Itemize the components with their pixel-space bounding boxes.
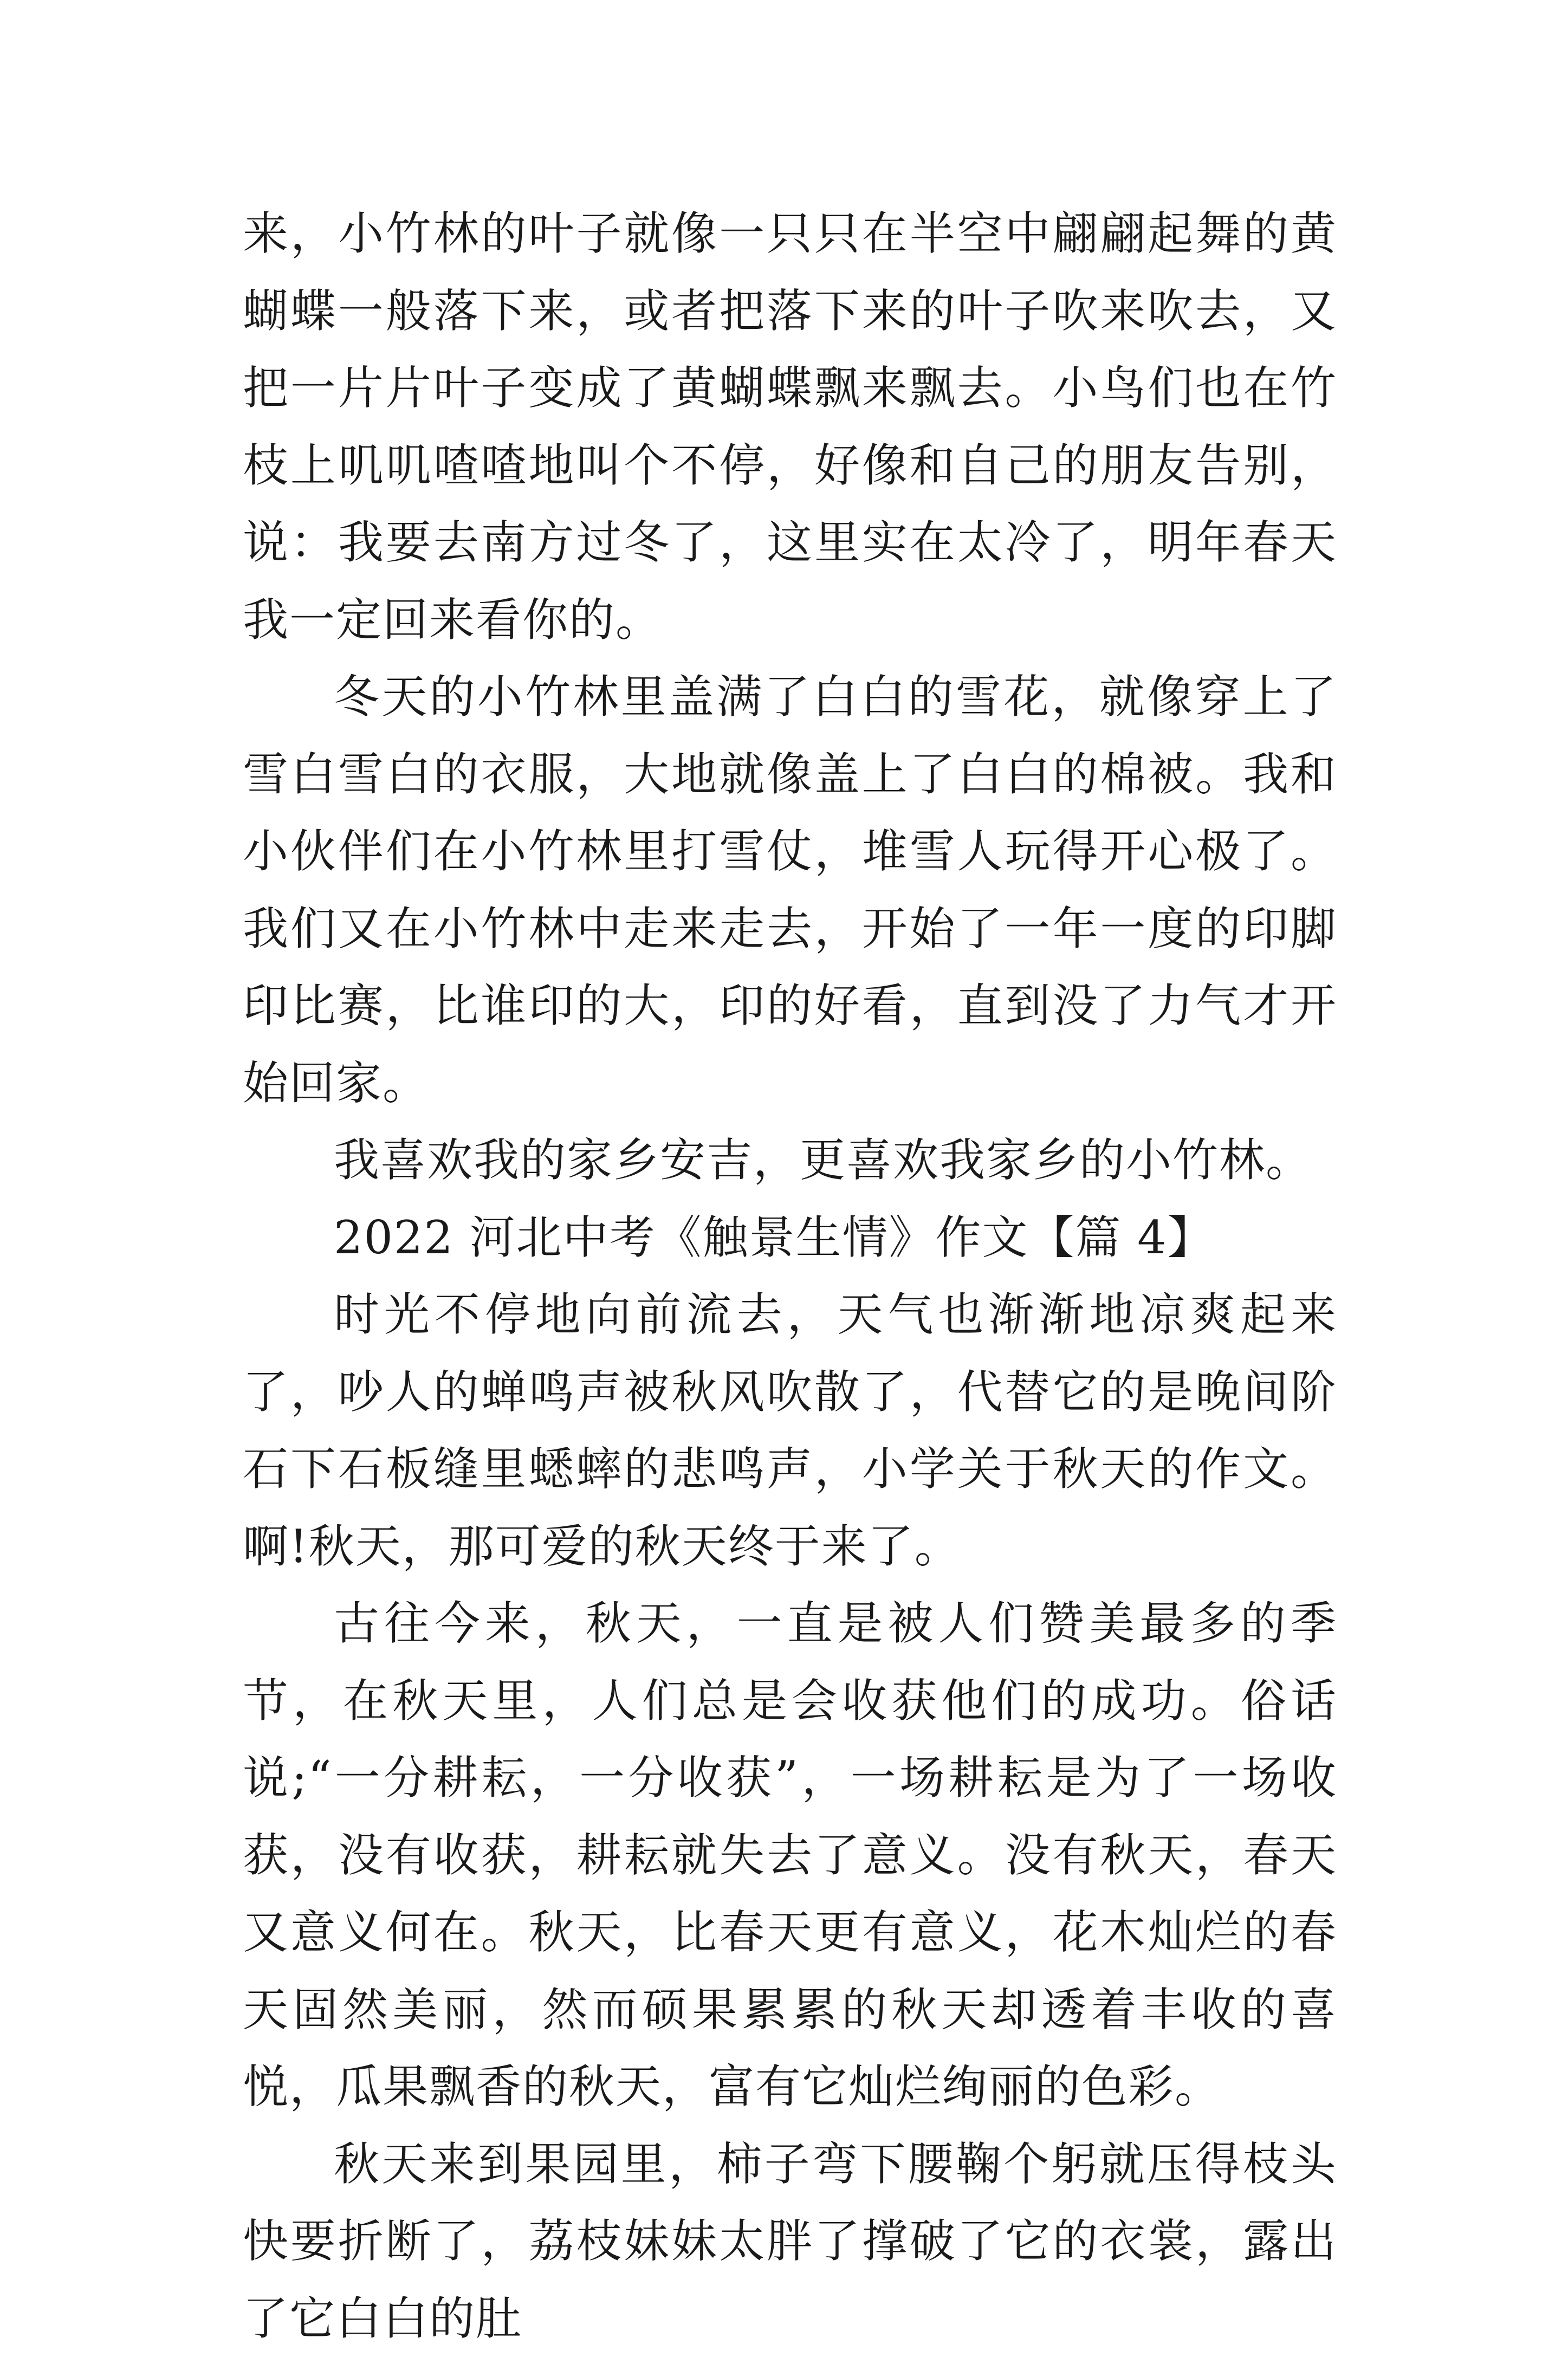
paragraph-bamboo-autumn: 来，小竹林的叶子就像一只只在半空中翩翩起舞的黄蝴蝶一般落下来，或者把落下来的叶子吹来吹去，又把一片片叶子变成了黄蝴蝶飘来飘去。小鸟们也在竹枝上叽叽喳喳地叫个不停，好像和自己的朋友告别，说：我要去南方过冬了，这里实在太冷了，明年春天我一定回来看你的。 xyxy=(243,195,1337,658)
paragraph-autumn-praise: 古往今来，秋天，一直是被人们赞美最多的季节，在秋天里，人们总是会收获他们的成功。俗话说;“一分耕耘，一分收获”，一场耕耘是为了一场收获，没有收获，耕耘就失去了意义。没有秋天，春天又意义何在。秋天，比春天更有意义，花木灿烂的春天固然美丽，然而硕果累累的秋天却透着丰收的喜悦，瓜果飘香的秋天，富有它灿烂绚丽的色彩。 xyxy=(243,1585,1337,2126)
body-text xyxy=(243,195,1337,2357)
section-heading: 2022 河北中考《触景生情》作文【篇 4】 xyxy=(243,1199,1337,1277)
paragraph-orchard: 秋天来到果园里，柿子弯下腰鞠个躬就压得枝头快要折断了，荔枝妹妹太胖了撑破了它的衣裳，露出了它白白的肚 xyxy=(243,2126,1337,2357)
paragraph-closing: 我喜欢我的家乡安吉，更喜欢我家乡的小竹林。 xyxy=(243,1122,1337,1199)
paragraph-autumn-arrives: 时光不停地向前流去，天气也渐渐地凉爽起来了，吵人的蝉鸣声被秋风吹散了，代替它的是晚间阶石下石板缝里蟋蟀的悲鸣声，小学关于秋天的作文。啊!秋天，那可爱的秋天终于来了。 xyxy=(243,1276,1337,1585)
paragraph-bamboo-winter: 冬天的小竹林里盖满了白白的雪花，就像穿上了雪白雪白的衣服，大地就像盖上了白白的棉被。我和小伙伴们在小竹林里打雪仗，堆雪人玩得开心极了。我们又在小竹林中走来走去，开始了一年一度的印脚印比赛，比谁印的大，印的好看，直到没了力气才开始回家。 xyxy=(243,658,1337,1122)
